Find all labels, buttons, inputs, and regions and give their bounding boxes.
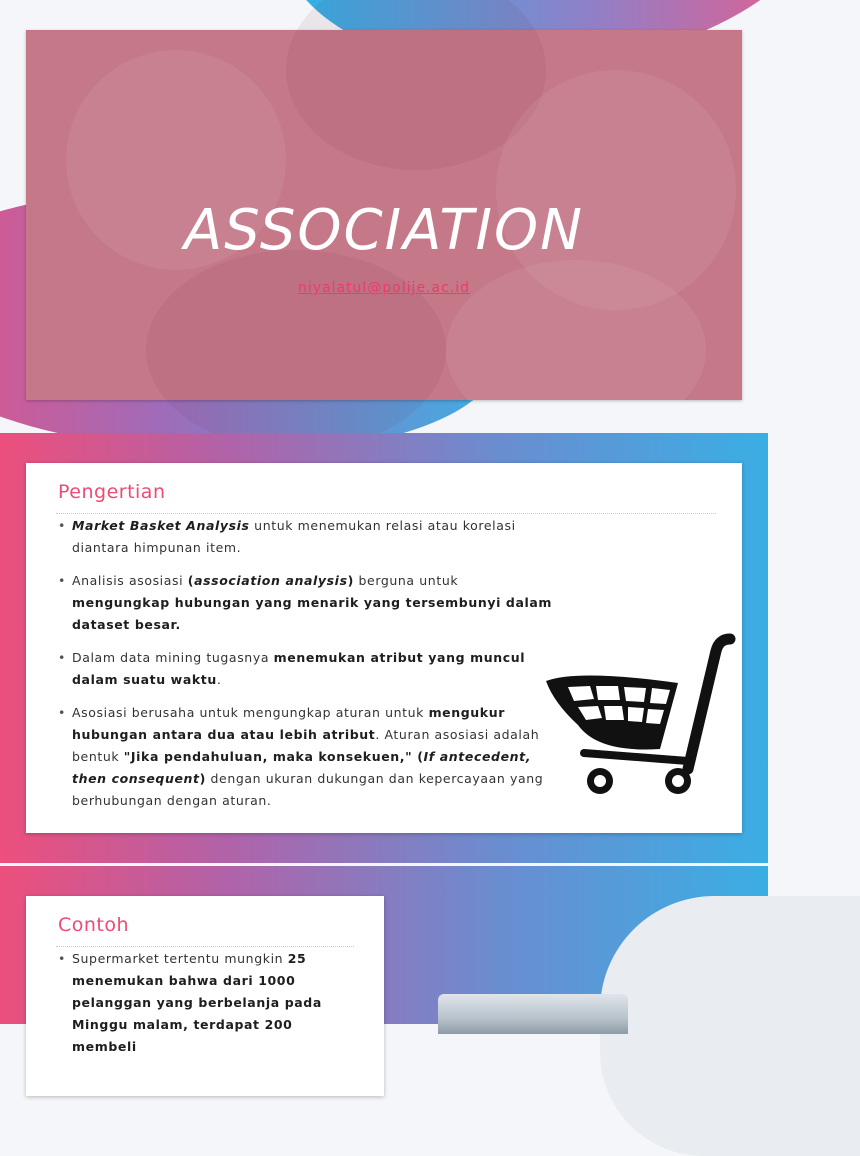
bullet-text: Supermarket tertentu mungkin [72,951,288,966]
bullet-text: If antecedent, then consequent [72,749,532,786]
bullet-text: association analysis [194,573,348,588]
section-heading: Contoh [58,914,130,936]
bullet-text: berguna untuk [353,573,459,588]
title-slide [0,0,768,430]
decorative-shape [600,896,860,1156]
bullet-text: "Jika pendahuluan, maka konsekuen," ( [123,749,424,764]
bullet-text: dengan ukuran dukungan dan kepercayaan yang berhubungan dengan aturan. [72,771,544,808]
content-card [26,896,384,1096]
bullet-text: ) [199,771,206,786]
bullet-text: . Aturan asosiasi adalah bentuk [72,727,540,764]
bullet-list [58,515,558,823]
bullet-item [58,515,558,559]
title-panel [26,30,742,400]
content-card [26,463,742,833]
example-slide [0,866,768,1054]
slide-title: ASSOCIATION [183,198,585,263]
section-heading: Pengertian [58,481,166,503]
basket-photo [438,994,628,1034]
heading-divider [56,946,354,947]
bullet-item [58,948,358,1058]
heading-divider [56,513,716,514]
bullet-text: Asosiasi berusaha untuk mengungkap aturan untuk [72,705,429,720]
definition-slide [0,433,768,863]
bullet-text: menemukan atribut yang muncul dalam suatu waktu [72,650,526,687]
bullet-text: mengungkap hubungan yang menarik yang tersembunyi dalam dataset besar. [72,595,553,632]
bullet-text: Dalam data mining tugasnya [72,650,274,665]
bullet-item [58,570,558,636]
email-link[interactable]: niyalatul@polije.ac.id [297,280,471,296]
bullet-item [58,702,558,812]
bullet-item [58,647,558,691]
bullet-text: . [216,672,222,687]
shopping-cart-icon [538,621,738,801]
bullet-text: untuk menemukan relasi atau korelasi diantara himpunan item. [72,518,516,555]
bullet-text: ) [347,573,354,588]
bullet-text: Market Basket Analysis [72,518,250,533]
bullet-text: 25 menemukan bahwa dari 1000 pelanggan yang berbelanja pada Minggu malam, terdapat 200 membeli [72,951,322,1054]
bullet-text: ( [187,573,195,588]
bullet-text: mengukur hubungan antara dua atau lebih atribut [72,705,505,742]
bullet-text: Analisis asosiasi [72,573,188,588]
bullet-list [58,948,358,1069]
